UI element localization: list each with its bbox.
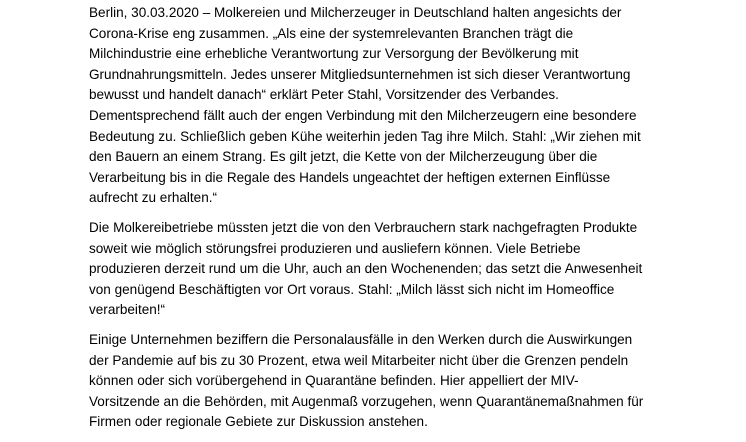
text-line: Corona-Krise eng zusammen. „Als eine der systemrelevanten Branchen trägt die: [89, 25, 574, 41]
text-line: Milchindustrie eine erhebliche Verantwortung zur Versorgung der Bevölkerung mit: [89, 46, 579, 62]
text-line: produzieren derzeit rund um die Uhr, auch an den Wochenenden; das setzt die Anwesenheit: [89, 261, 643, 277]
paragraph-3: [89, 330, 729, 433]
text-line: von genügend Beschäftigten vor Ort voraus. Stahl: „Milch lässt sich nicht im Homeoffice: [89, 281, 615, 297]
paragraph-2: [89, 218, 729, 321]
text-line: den Bauern an einem Strang. Es gilt jetzt, die Kette von der Milcherzeugung über die: [89, 149, 598, 165]
text-line: verarbeiten!“: [89, 302, 166, 318]
text-line: Verarbeitung bis in die Regale des Handels ungeachtet der heftigen externen Einflüsse: [89, 169, 611, 185]
text-line: Dementsprechend fällt auch der engen Verbindung mit den Milcherzeugern eine besondere: [89, 107, 637, 123]
text-line: Grundnahrungsmitteln. Jedes unserer Mitgliedsunternehmen ist sich dieser Verantwortung: [89, 66, 631, 82]
text-line: Die Molkereibetriebe müssten jetzt die von den Verbrauchern stark nachgefragten Produkte: [89, 219, 638, 235]
text-line: Firmen oder regionale Gebiete zur Diskussion anstehen.: [89, 414, 428, 430]
text-line: Bedeutung zu. Schließlich geben Kühe weiterhin jeden Tag ihre Milch. Stahl: „Wir ziehen mit: [89, 128, 641, 144]
text-line: können oder sich vorübergehend in Quarantäne befinden. Hier appelliert der MIV-: [89, 373, 579, 389]
text-line: Vorsitzende an die Behörden, mit Augenmaß vorzugehen, wenn Quarantänemaßnahmen für: [89, 393, 644, 409]
press-release-body: [89, 3, 729, 442]
text-line: der Pandemie auf bis zu 30 Prozent, etwa weil Mitarbeiter nicht über die Grenzen pendeln: [89, 352, 629, 368]
text-line: Berlin, 30.03.2020 – Molkereien und Milcherzeuger in Deutschland halten angesichts der: [89, 5, 622, 20]
paragraph-1: [89, 3, 729, 209]
text-line: aufrecht zu erhalten.“: [89, 190, 218, 206]
text-line: soweit wie möglich störungsfrei produzieren und ausliefern können. Viele Betriebe: [89, 240, 581, 256]
text-line: bewusst und handelt danach“ erklärt Peter Stahl, Vorsitzender des Verbandes.: [89, 87, 559, 103]
text-line: Einige Unternehmen beziffern die Personalausfälle in den Werken durch die Auswirkungen: [89, 331, 633, 347]
